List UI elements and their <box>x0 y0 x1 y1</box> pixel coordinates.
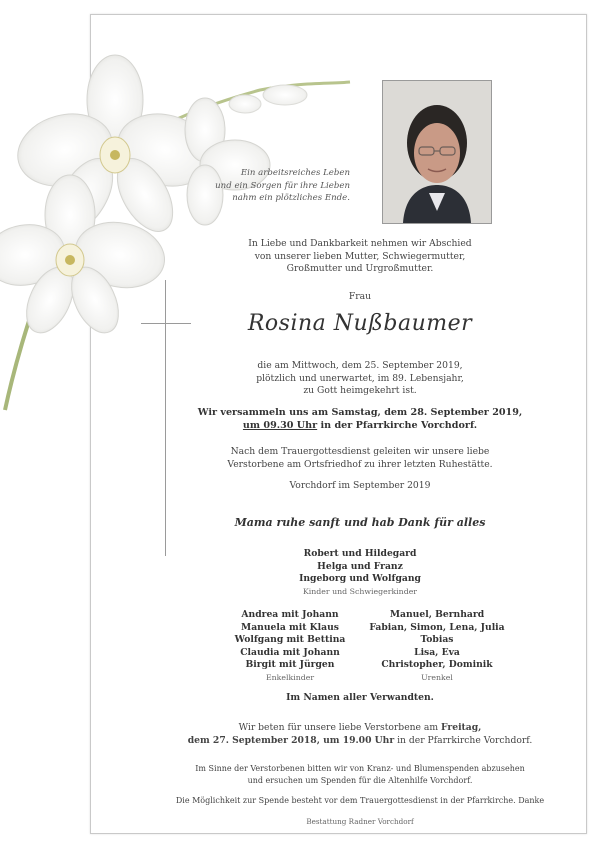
salutation: Frau <box>348 291 372 302</box>
portrait-photo <box>382 80 492 224</box>
intro-line: von unserer lieben Mutter, Schwiegermutter, <box>254 250 466 262</box>
donation-note: Die Möglichkeit zur Spende besteht vor dem Trauergottesdienst in der Pfarrkirche. Danke <box>175 796 545 805</box>
funeral-service-line: Wir versammeln uns am Samstag, dem 28. September 2019, <box>197 407 523 418</box>
children-label: Kinder und Schwiegerkinder <box>302 586 418 596</box>
burial-line: Nach dem Trauergottesdienst geleiten wir unsere liebe <box>230 446 490 457</box>
grandchild-name: Manuela mit Klaus <box>241 621 339 633</box>
great-grandchild-name: Lisa, Eva <box>414 646 460 658</box>
grandchild-name: Andrea mit Johann <box>241 609 339 620</box>
funeral-service-text <box>170 406 550 432</box>
quote-line: Ein arbeitsreiches Leben <box>240 168 350 178</box>
great-grandchildren-label: Urenkel <box>421 672 453 682</box>
place-date: Vorchdorf im September 2019 <box>289 480 431 491</box>
great-grandchild-name: Fabian, Simon, Lena, Julia <box>369 621 505 633</box>
intro-text <box>170 238 550 276</box>
great-grandchildren-block <box>357 609 517 685</box>
donation-line: und ersuchen um Spenden für die Altenhilfe Vorchdorf. <box>247 775 473 785</box>
prayer-place: in der Pfarrkirche Vorchdorf. <box>394 734 533 746</box>
grandchild-name: Wolfgang mit Bettina <box>234 634 346 646</box>
burial-text <box>170 446 550 471</box>
death-line: zu Gott heimgekehrt ist. <box>303 385 417 397</box>
quote-line: nahm ein plötzliches Ende. <box>232 193 350 203</box>
intro-line: In Liebe und Dankbarkeit nehmen wir Abschied <box>248 238 472 249</box>
grandchildren-label: Enkelkinder <box>265 672 315 682</box>
death-text <box>170 360 550 398</box>
quote-text <box>200 167 350 205</box>
prayer-intro: Wir beten für unsere liebe Verstorbene am <box>238 722 442 733</box>
great-grandchild-name: Manuel, Bernhard <box>389 609 485 620</box>
deceased-name: Rosina Nußbaumer <box>247 311 473 336</box>
children-block <box>170 548 550 598</box>
grandchildren-block <box>210 609 370 685</box>
great-grandchild-name: Tobias <box>420 634 454 646</box>
motto: Mama ruhe sanft und hab Dank für alles <box>234 516 486 529</box>
funeral-service-place: in der Pfarrkirche Vorchdorf. <box>317 420 478 431</box>
death-line: die am Mittwoch, dem 25. September 2019, <box>257 360 463 371</box>
prayer-datetime: dem 27. September 2018, um 19.00 Uhr <box>187 734 395 746</box>
undertaker: Bestattung Radner Vorchdorf <box>306 817 414 826</box>
donation-text <box>170 763 550 786</box>
funeral-service-time: um 09.30 Uhr <box>242 420 318 431</box>
grandchild-name: Claudia mit Johann <box>240 646 340 658</box>
children-name: Helga und Franz <box>317 560 403 572</box>
children-name: Robert und Hildegard <box>303 548 417 559</box>
children-name: Ingeborg und Wolfgang <box>299 573 421 585</box>
relatives-note: Im Namen aller Verwandten. <box>286 692 434 703</box>
quote-line: und ein Sorgen für ihre Lieben <box>215 180 350 191</box>
prayer-day: Freitag, <box>441 722 482 733</box>
grandchild-name: Birgit mit Jürgen <box>245 659 335 671</box>
cross-symbol-vertical <box>165 280 166 556</box>
prayer-text <box>170 722 550 747</box>
portrait-image <box>383 81 491 223</box>
intro-line: Großmutter und Urgroßmutter. <box>286 263 434 275</box>
death-line: plötzlich und unerwartet, im 89. Lebensjahr, <box>256 372 464 384</box>
burial-line: Verstorbene am Ortsfriedhof zu ihrer letzten Ruhestätte. <box>227 458 493 470</box>
donation-line: Im Sinne der Verstorbenen bitten wir von Kranz- und Blumenspenden abzusehen <box>195 764 525 773</box>
great-grandchild-name: Christopher, Dominik <box>381 659 493 671</box>
